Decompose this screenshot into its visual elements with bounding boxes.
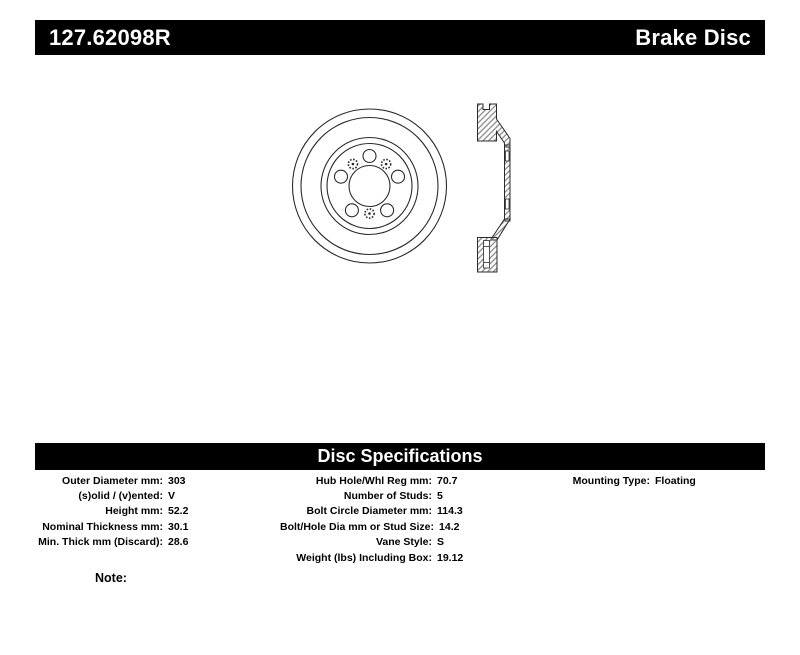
spec-value: 14.2 <box>439 520 460 533</box>
serrated-hole-icon <box>348 159 357 168</box>
spec-label: Vane Style: <box>375 536 432 549</box>
spec-value: 30.1 <box>168 520 189 533</box>
spec-value: 114.3 <box>437 505 463 518</box>
specs-column-left <box>20 473 220 550</box>
spec-value: 5 <box>437 490 443 503</box>
spec-row <box>280 550 510 565</box>
spec-row <box>20 535 220 550</box>
spec-label: Min. Thick mm (Discard): <box>38 536 163 549</box>
spec-label: Height mm: <box>105 505 163 518</box>
spec-value: Floating <box>655 474 696 487</box>
specs-column-middle <box>280 473 510 565</box>
spec-row <box>280 504 510 519</box>
spec-row <box>280 519 510 534</box>
spec-label: Outer Diameter mm: <box>62 474 163 487</box>
serrated-hole-icon <box>365 209 374 218</box>
spec-row <box>280 488 510 503</box>
spec-label: Bolt Circle Diameter mm: <box>306 505 432 518</box>
spec-row <box>20 504 220 519</box>
specs-column-right <box>540 473 770 488</box>
stud-hole-icon <box>363 150 376 163</box>
spec-row <box>20 519 220 534</box>
spec-row <box>280 473 510 488</box>
spec-label: Number of Studs: <box>343 490 432 503</box>
serrated-hole-icon <box>382 159 391 168</box>
spec-label: Weight (lbs) Including Box: <box>296 551 432 564</box>
spec-label: Hub Hole/Whl Reg mm: <box>315 474 432 487</box>
spec-value: 19.12 <box>437 551 464 564</box>
spec-row <box>280 535 510 550</box>
product-type-title: Brake Disc <box>635 24 751 50</box>
spec-row <box>540 473 770 488</box>
stud-hole-icon <box>392 170 405 183</box>
spec-row <box>20 488 220 503</box>
spec-value: 70.7 <box>437 474 458 487</box>
brake-disc-front-view-drawing <box>293 109 447 263</box>
technical-drawing <box>270 88 520 288</box>
brake-disc-section-view-drawing <box>478 104 511 272</box>
spec-label: Nominal Thickness mm: <box>42 520 163 533</box>
header-bar <box>35 20 765 55</box>
spec-label: Bolt/Hole Dia mm or Stud Size: <box>280 520 435 533</box>
spec-row <box>20 473 220 488</box>
spec-value: S <box>437 536 445 549</box>
spec-value: 28.6 <box>168 536 189 549</box>
note-label: Note: <box>95 571 127 585</box>
brake-disc-diagram <box>270 88 520 288</box>
spec-value: V <box>168 490 176 503</box>
spec-label: Mounting Type: <box>572 474 650 487</box>
stud-hole-icon <box>381 204 394 217</box>
spec-label: (s)olid / (v)ented: <box>78 490 163 503</box>
stud-hole-icon <box>335 170 348 183</box>
specs-title: Disc Specifications <box>317 446 483 466</box>
spec-value: 303 <box>168 474 186 487</box>
part-number: 127.62098R <box>49 24 171 50</box>
spec-value: 52.2 <box>168 505 189 518</box>
stud-hole-icon <box>345 204 358 217</box>
specs-title-bar <box>35 443 765 470</box>
